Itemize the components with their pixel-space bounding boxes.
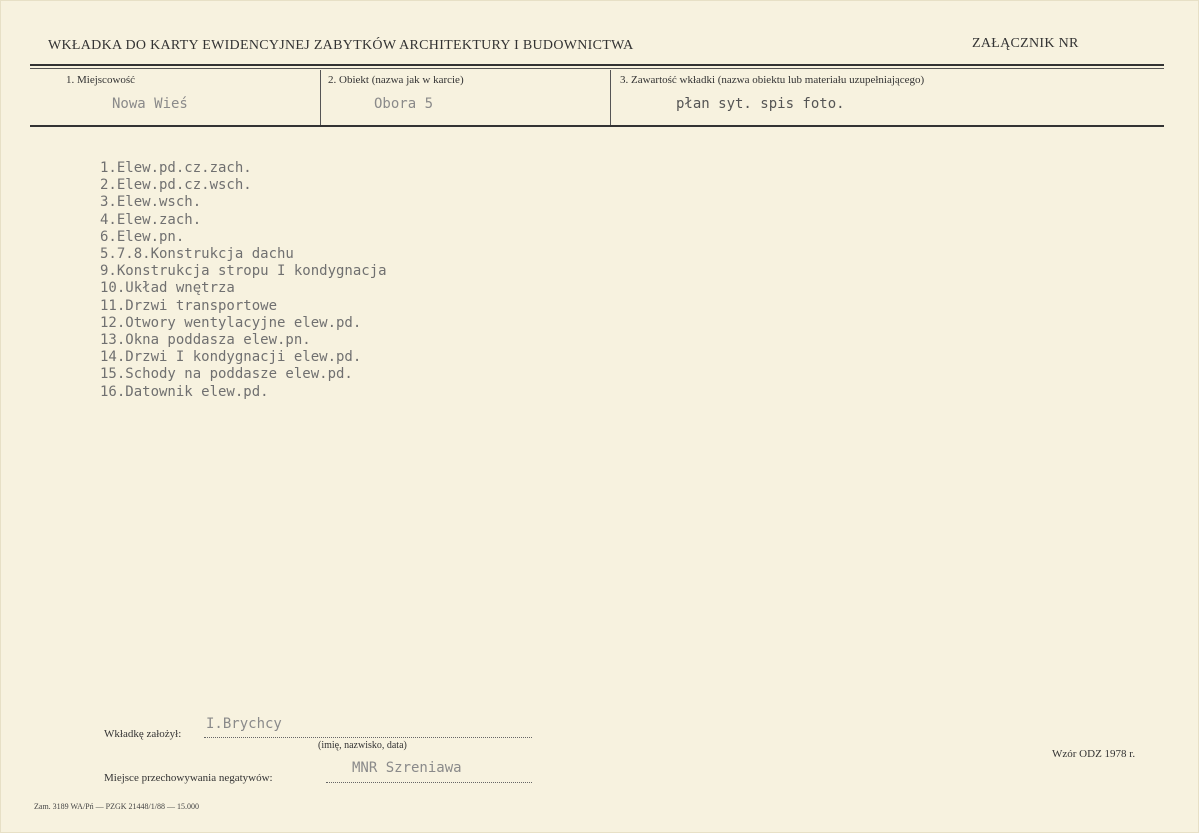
field-divider xyxy=(610,70,611,126)
print-imprint: Zam. 3189 WA/Pń — PZGK 21448/1/88 — 15.000 xyxy=(34,802,199,811)
founder-label: Wkładkę założył: xyxy=(104,728,182,740)
list-item: 16.Datownik elew.pd. xyxy=(100,383,269,400)
list-item: 10.Układ wnętrza xyxy=(100,280,235,297)
list-item: 3.Elew.wsch. xyxy=(100,194,202,211)
list-item: 4.Elew.zach. xyxy=(100,211,202,228)
list-item: 6.Elew.pn. xyxy=(100,228,185,245)
contents-label: 3. Zawartość wkładki (nazwa obiektu lub materiału uzupełniającego) xyxy=(620,74,925,86)
attachment-number-label: ZAŁĄCZNIK NR xyxy=(972,36,1079,51)
contents-value: płan syt. spis foto. xyxy=(676,96,845,112)
header-rule-thin xyxy=(30,68,1164,69)
list-item: 15.Schody na poddasze elew.pd. xyxy=(100,366,353,383)
negatives-value: MNR Szreniawa xyxy=(352,760,462,776)
list-item: 13.Okna poddasza elew.pn. xyxy=(100,332,311,349)
object-value: Obora 5 xyxy=(374,96,434,112)
object-label: 2. Obiekt (nazwa jak w karcie) xyxy=(328,74,464,86)
template-note: Wzór ODZ 1978 r. xyxy=(1052,748,1136,760)
founder-line xyxy=(204,737,532,738)
locality-value: Nowa Wieś xyxy=(112,96,188,112)
list-item: 11.Drzwi transportowe xyxy=(100,297,278,314)
list-item: 1.Elew.pd.cz.zach. xyxy=(100,160,252,176)
negatives-label: Miejsce przechowywania negatywów: xyxy=(104,772,273,784)
list-item: 2.Elew.pd.cz.wsch. xyxy=(100,177,252,194)
founder-caption: (imię, nazwisko, data) xyxy=(318,740,407,751)
fields-rule xyxy=(30,125,1164,127)
photo-list xyxy=(100,160,387,401)
form-title: WKŁADKA DO KARTY EWIDENCYJNEJ ZABYTKÓW ARCHITEKTURY I BUDOWNICTWA xyxy=(48,38,634,53)
founder-value: I.Brychcy xyxy=(206,716,282,732)
field-divider xyxy=(320,70,321,126)
list-item: 14.Drzwi I kondygnacji elew.pd. xyxy=(100,349,362,366)
locality-label: 1. Miejscowość xyxy=(66,74,136,86)
list-item: 12.Otwory wentylacyjne elew.pd. xyxy=(100,314,362,331)
negatives-line xyxy=(326,782,532,783)
list-item: 5.7.8.Konstrukcja dachu xyxy=(100,246,294,263)
header-rule xyxy=(30,64,1164,66)
list-item: 9.Konstrukcja stropu I kondygnacja xyxy=(100,263,387,280)
